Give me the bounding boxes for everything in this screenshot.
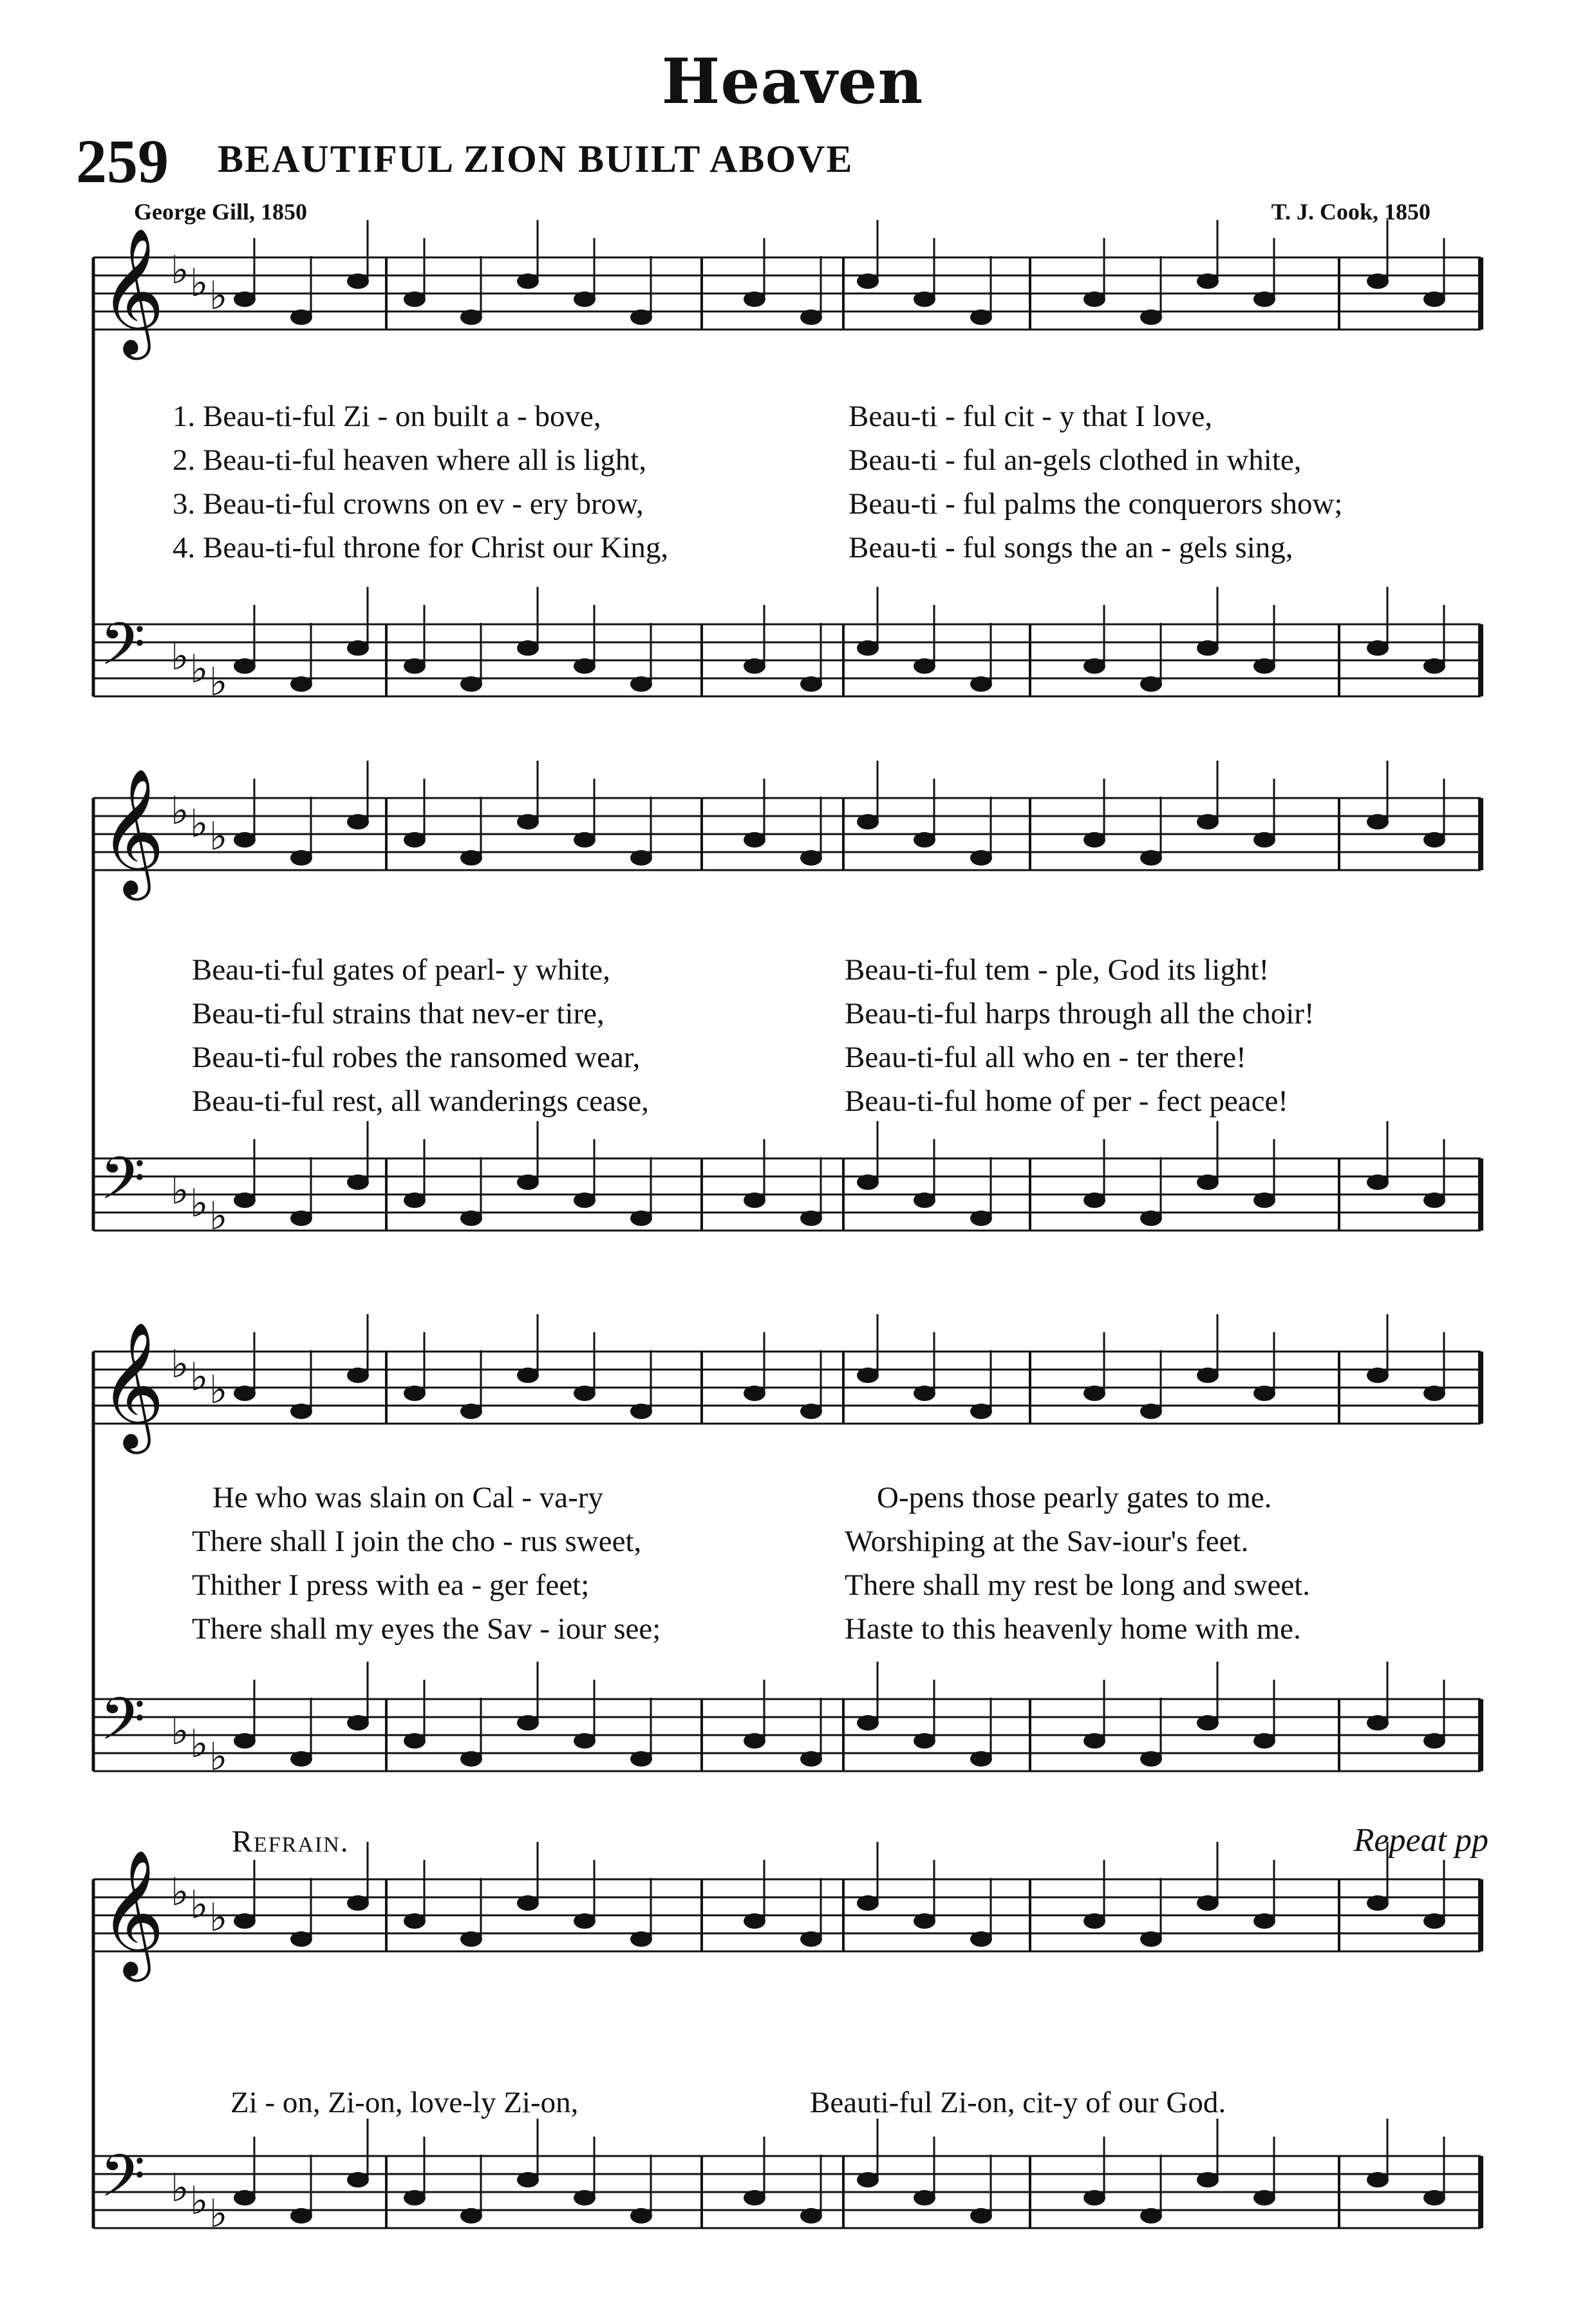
notehead [574,292,596,307]
notehead [347,814,369,830]
notehead [1140,1211,1162,1226]
notehead [744,1193,765,1208]
notehead [460,1751,482,1767]
notehead [1140,2208,1162,2224]
notehead [460,1211,482,1226]
refrain-phrase-a: Zi - on, Zi-on, love-ly Zi-on, [230,2086,579,2119]
notehead [574,658,596,674]
notehead [857,640,879,656]
notehead [347,1895,369,1911]
notehead [630,1751,652,1767]
bass-staff-2 [93,1121,1481,1239]
notehead [1253,832,1275,848]
notehead [517,1895,539,1911]
notehead [404,832,426,848]
notehead [744,658,765,674]
notehead [1197,814,1219,830]
flat-icon: ♭ [190,1722,209,1767]
notehead [404,1733,426,1749]
lyric-phrase-a: 4. Beau-ti-ful throne for Christ our King, [173,531,669,564]
notehead [800,850,822,866]
notehead [914,1193,935,1208]
notehead [1083,1386,1105,1401]
notehead [857,814,879,830]
lyric-phrase-b: Beau-ti-ful home of per - fect peace! [845,1084,1288,1118]
notehead [630,2208,652,2224]
notehead [970,1211,992,1226]
notehead [1367,640,1389,656]
notehead [744,1386,765,1401]
notehead [744,1733,765,1749]
notehead [1140,850,1162,866]
notehead [460,1404,482,1419]
notehead [404,658,426,674]
lyric-phrase-a: Thither I press with ea - ger feet; [192,1568,590,1602]
notehead [347,1368,369,1383]
notehead [1083,1913,1105,1929]
lyric-phrase-b: Beau-ti - ful songs the an - gels sing, [849,531,1293,564]
notehead [574,2190,596,2206]
bass-staff-1 [93,587,1481,705]
notehead [404,1386,426,1401]
notehead [290,1211,312,1226]
notehead [1197,2172,1219,2188]
flat-icon: ♭ [190,1355,209,1400]
flat-icon: ♭ [171,248,189,293]
notehead [857,1175,879,1190]
bass-clef-icon: 𝄢 [100,2142,145,2224]
notehead [234,1733,256,1749]
notehead [1197,1175,1219,1190]
notehead [574,1386,596,1401]
notehead [404,292,426,307]
lyric-phrase-b: Worshiping at the Sav-iour's feet. [845,1525,1249,1558]
notehead [744,292,765,307]
notehead [404,1913,426,1929]
treble-clef-icon: 𝄞 [100,1849,165,1976]
notehead [460,310,482,325]
section-title: Heaven [661,45,924,118]
lyric-phrase-a: 1. Beau-ti-ful Zi - on built a - bove, [173,400,601,433]
notehead [1423,1733,1445,1749]
notehead [1140,310,1162,325]
notehead [234,292,256,307]
notehead [800,1211,822,1226]
lyric-phrase-b: Beau-ti-ful all who en - ter there! [845,1041,1246,1074]
notehead [290,1751,312,1767]
flat-icon: ♭ [209,1895,228,1940]
notehead [290,1931,312,1947]
notehead [574,1913,596,1929]
notehead [857,1895,879,1911]
notehead [800,1931,822,1947]
notehead [1140,1751,1162,1767]
flat-icon: ♭ [209,274,228,319]
notehead [857,2172,879,2188]
notehead [1253,1386,1275,1401]
notehead [970,850,992,866]
flat-icon: ♭ [171,788,189,833]
lyric-phrase-a: There shall my eyes the Sav - iour see; [192,1612,661,1646]
flat-icon: ♭ [209,660,228,705]
bass-clef-icon: 𝄢 [100,610,145,693]
notehead [1140,1931,1162,1947]
notehead [630,1404,652,1419]
notehead [857,1368,879,1383]
notehead [404,1193,426,1208]
notehead [800,1751,822,1767]
notehead [914,658,935,674]
lyric-phrase-b: There shall my rest be long and sweet. [845,1568,1311,1602]
lyric-phrase-b: Beau-ti - ful palms the conquerors show; [849,487,1343,521]
music-system-3 [0,1321,1585,1789]
notehead [800,2208,822,2224]
notehead [574,1733,596,1749]
lyric-phrase-a: There shall I join the cho - rus sweet, [192,1525,642,1558]
treble-staff-1 [93,220,1481,360]
notehead [517,640,539,656]
notehead [970,1404,992,1419]
notehead [914,292,935,307]
notehead [914,2190,935,2206]
bass-clef-icon: 𝄢 [100,1144,145,1227]
notehead [290,310,312,325]
notehead [1083,658,1105,674]
flat-icon: ♭ [171,1168,189,1213]
notehead [517,2172,539,2188]
notehead [1083,1733,1105,1749]
notehead [1197,1895,1219,1911]
notehead [234,832,256,848]
notehead [914,832,935,848]
lyric-phrase-a: Beau-ti-ful rest, all wanderings cease, [192,1084,649,1118]
notehead [1367,274,1389,289]
notehead [290,2208,312,2224]
flat-icon: ♭ [209,2191,228,2236]
notehead [1367,1715,1389,1731]
lyric-phrase-a: Beau-ti-ful strains that nev-er tire, [192,997,605,1030]
notehead [574,832,596,848]
notehead [347,640,369,656]
notehead [290,676,312,692]
bass-staff-4 [93,2119,1481,2236]
notehead [970,676,992,692]
notehead [234,2190,256,2206]
refrain-label: Refrain. [232,1825,350,1859]
notehead [460,1931,482,1947]
notehead [517,1715,539,1731]
notehead [1423,1913,1445,1929]
flat-icon: ♭ [190,647,209,692]
flat-icon: ♭ [209,1368,228,1413]
notehead [630,310,652,325]
flat-icon: ♭ [209,814,228,859]
notehead [914,1386,935,1401]
notehead [1197,640,1219,656]
notehead [1367,1368,1389,1383]
notehead [800,1404,822,1419]
notehead [1083,2190,1105,2206]
flat-icon: ♭ [209,1734,228,1780]
notehead [630,1211,652,1226]
notehead [914,1733,935,1749]
flat-icon: ♭ [190,1882,209,1928]
notehead [234,1386,256,1401]
notehead [1253,1193,1275,1208]
lyric-phrase-b: Beau-ti - ful an-gels clothed in white, [849,443,1302,477]
notehead [1083,832,1105,848]
lyric-phrase-a: 3. Beau-ti-ful crowns on ev - ery brow, [173,487,644,521]
flat-icon: ♭ [190,1181,209,1226]
notehead [460,2208,482,2224]
lyric-phrase-a: He who was slain on Cal - va-ry [212,1481,603,1514]
notehead [970,310,992,325]
treble-staff-2 [93,761,1481,900]
treble-clef-icon: 𝄞 [100,227,165,355]
notehead [290,1404,312,1419]
notehead [404,2190,426,2206]
notehead [630,1931,652,1947]
notehead [574,1193,596,1208]
notehead [800,310,822,325]
notehead [517,1175,539,1190]
notehead [290,850,312,866]
flat-icon: ♭ [171,1342,189,1387]
lyric-phrase-b: Beau-ti-ful tem - ple, God its light! [845,953,1270,987]
notehead [857,274,879,289]
flat-icon: ♭ [190,801,209,846]
notehead [1140,1404,1162,1419]
hymn-title: BEAUTIFUL ZION BUILT ABOVE [218,138,854,180]
notehead [1197,1715,1219,1731]
lyric-phrase-b: Beau-ti-ful harps through all the choir! [845,997,1315,1030]
notehead [347,2172,369,2188]
notehead [1253,2190,1275,2206]
flat-icon: ♭ [209,1194,228,1239]
lyric-phrase-b: Beau-ti - ful cit - y that I love, [849,400,1213,433]
notehead [914,1913,935,1929]
notehead [1367,2172,1389,2188]
flat-icon: ♭ [171,634,189,679]
notehead [630,676,652,692]
notehead [347,1715,369,1731]
flat-icon: ♭ [190,261,209,306]
notehead [1423,658,1445,674]
lyric-phrase-a: 2. Beau-ti-ful heaven where all is light, [173,443,647,477]
notehead [1253,292,1275,307]
refrain-phrase-b: Beauti-ful Zi-on, cit-y of our God. [810,2086,1226,2119]
notehead [347,1175,369,1190]
notehead [630,850,652,866]
lyricist-credit: George Gill, 1850 [134,199,307,225]
notehead [1197,274,1219,289]
notehead [970,1931,992,1947]
notehead [347,274,369,289]
flat-icon: ♭ [190,2179,209,2224]
flat-icon: ♭ [171,1870,189,1915]
notehead [970,1751,992,1767]
notehead [234,1913,256,1929]
flat-icon: ♭ [171,2166,189,2211]
repeat-pp-label: Repeat pp [1353,1822,1488,1859]
notehead [1197,1368,1219,1383]
notehead [744,1913,765,1929]
hymn-number: 259 [76,127,169,196]
notehead [1253,1733,1275,1749]
notehead [800,676,822,692]
lyric-phrase-b: O-pens those pearly gates to me. [877,1481,1272,1514]
notehead [517,814,539,830]
notehead [744,2190,765,2206]
notehead [1423,1386,1445,1401]
notehead [1367,1175,1389,1190]
notehead [460,676,482,692]
bass-staff-3 [93,1662,1481,1780]
notehead [1253,1913,1275,1929]
treble-clef-icon: 𝄞 [100,768,165,895]
notehead [517,274,539,289]
music-system-4 [0,1849,1585,2304]
notehead [1367,814,1389,830]
notehead [1423,2190,1445,2206]
lyric-phrase-b: Haste to this heavenly home with me. [845,1612,1301,1646]
treble-staff-4 [93,1842,1481,1982]
notehead [970,2208,992,2224]
notehead [744,832,765,848]
treble-clef-icon: 𝄞 [100,1321,165,1449]
treble-staff-3 [93,1314,1481,1454]
notehead [1423,832,1445,848]
lyric-phrase-a: Beau-ti-ful gates of pearl- y white, [192,953,610,987]
notehead [234,658,256,674]
notehead [1423,292,1445,307]
notehead [517,1368,539,1383]
notehead [1140,676,1162,692]
notehead [460,850,482,866]
composer-credit: T. J. Cook, 1850 [1271,199,1430,225]
notehead [1083,1193,1105,1208]
lyric-phrase-a: Beau-ti-ful robes the ransomed wear, [192,1041,641,1074]
notehead [1423,1193,1445,1208]
bass-clef-icon: 𝄢 [100,1685,145,1767]
notehead [1253,658,1275,674]
notehead [857,1715,879,1731]
notehead [1083,292,1105,307]
notehead [1367,1895,1389,1911]
flat-icon: ♭ [171,1709,189,1754]
notehead [234,1193,256,1208]
